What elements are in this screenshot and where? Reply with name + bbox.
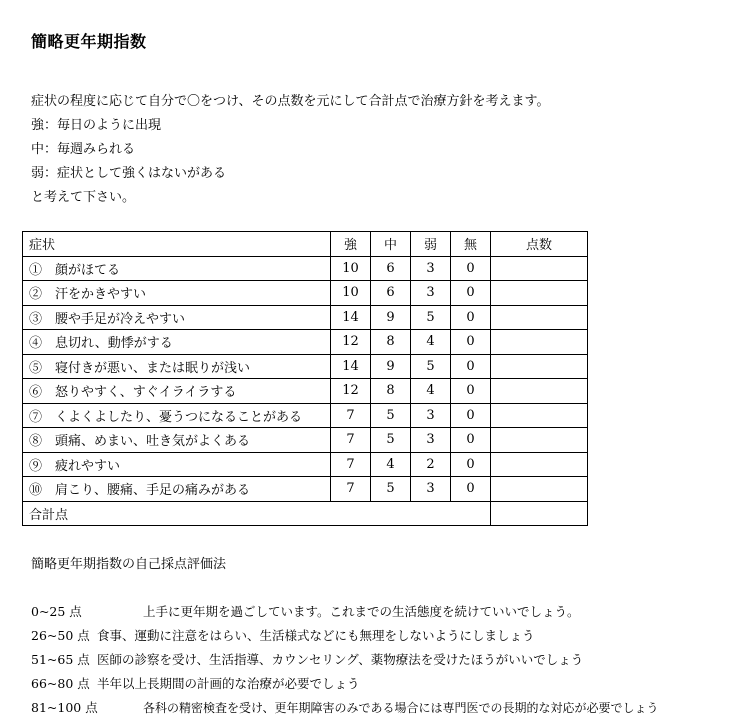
header-none: 無 — [451, 232, 491, 257]
evaluation-range: 81~100 点 — [31, 700, 98, 715]
none-value[interactable]: 0 — [451, 379, 491, 404]
medium-value[interactable]: 9 — [371, 305, 411, 330]
strong-value[interactable]: 7 — [331, 403, 371, 428]
table-row — [23, 354, 588, 379]
table-row — [23, 428, 588, 453]
medium-value[interactable]: 6 — [371, 281, 411, 306]
table-row — [23, 452, 588, 477]
none-value[interactable]: 0 — [451, 256, 491, 281]
table-row — [23, 305, 588, 330]
none-value[interactable]: 0 — [451, 403, 491, 428]
table-row — [23, 477, 588, 502]
symptom-cell: ② 汗をかきやすい — [23, 281, 331, 306]
score-table — [22, 231, 588, 526]
evaluation-title: 簡略更年期指数の自己採点評価法 — [31, 557, 227, 572]
intro-line: 中：毎週みられる — [31, 142, 136, 157]
weak-value[interactable]: 4 — [411, 330, 451, 355]
evaluation-range: 66~80 点 — [31, 676, 90, 691]
medium-value[interactable]: 5 — [371, 477, 411, 502]
weak-value[interactable]: 5 — [411, 354, 451, 379]
medium-value[interactable]: 4 — [371, 452, 411, 477]
none-value[interactable]: 0 — [451, 354, 491, 379]
total-label: 合計点 — [23, 501, 491, 526]
symptom-cell: ⑩ 肩こり、腰痛、手足の痛みがある — [23, 477, 331, 502]
evaluation-range: 0~25 点 — [31, 604, 82, 619]
strong-value[interactable]: 12 — [331, 379, 371, 404]
none-value[interactable]: 0 — [451, 305, 491, 330]
intro-line: 症状の程度に応じて自分で〇をつけ、その点数を元にして合計点で治療方針を考えます。 — [31, 94, 550, 109]
table-header-row — [23, 232, 588, 257]
evaluation-list — [31, 600, 659, 720]
medium-value[interactable]: 8 — [371, 379, 411, 404]
strong-value[interactable]: 14 — [331, 305, 371, 330]
intro-text — [31, 90, 549, 210]
strong-value[interactable]: 7 — [331, 428, 371, 453]
score-cell[interactable] — [491, 354, 588, 379]
symptom-cell: ⑦ くよくよしたり、憂うつになることがある — [23, 403, 331, 428]
table-row — [23, 281, 588, 306]
strong-value[interactable]: 10 — [331, 256, 371, 281]
none-value[interactable]: 0 — [451, 428, 491, 453]
none-value[interactable]: 0 — [451, 281, 491, 306]
evaluation-text: 半年以上長期間の計画的な治療が必要でしょう — [97, 676, 360, 691]
weak-value[interactable]: 4 — [411, 379, 451, 404]
weak-value[interactable]: 5 — [411, 305, 451, 330]
evaluation-item — [31, 648, 584, 672]
total-score-cell[interactable] — [491, 501, 588, 526]
weak-value[interactable]: 3 — [411, 403, 451, 428]
header-symptom: 症状 — [23, 232, 331, 257]
score-cell[interactable] — [491, 477, 588, 502]
evaluation-item — [31, 672, 360, 696]
table-row — [23, 403, 588, 428]
score-cell[interactable] — [491, 452, 588, 477]
medium-value[interactable]: 8 — [371, 330, 411, 355]
weak-value[interactable]: 3 — [411, 281, 451, 306]
evaluation-item — [31, 600, 580, 624]
symptom-cell: ⑤ 寝付きが悪い、または眠りが浅い — [23, 354, 331, 379]
intro-line: 強：毎日のように出現 — [31, 118, 162, 133]
table-row — [23, 256, 588, 281]
evaluation-item — [31, 624, 535, 648]
table-row — [23, 379, 588, 404]
score-cell[interactable] — [491, 428, 588, 453]
header-weak: 弱 — [411, 232, 451, 257]
score-cell[interactable] — [491, 256, 588, 281]
evaluation-text: 医師の診察を受け、生活指導、カウンセリング、薬物療法を受けたほうがいいでしょう — [97, 652, 584, 667]
header-score: 点数 — [491, 232, 588, 257]
evaluation-item — [31, 696, 659, 720]
none-value[interactable]: 0 — [451, 452, 491, 477]
medium-value[interactable]: 6 — [371, 256, 411, 281]
table-row — [23, 330, 588, 355]
symptom-cell: ① 顔がほてる — [23, 256, 331, 281]
weak-value[interactable]: 3 — [411, 256, 451, 281]
header-medium: 中 — [371, 232, 411, 257]
evaluation-range: 26~50 点 — [31, 628, 90, 643]
evaluation-range: 51~65 点 — [31, 652, 90, 667]
symptom-cell: ⑥ 怒りやすく、すぐイライラする — [23, 379, 331, 404]
intro-line: と考えて下さい。 — [31, 190, 136, 205]
score-cell[interactable] — [491, 379, 588, 404]
evaluation-text: 各科の精密検査を受け、更年期障害のみである場合には専門医での長期的な対応が必要でしょう — [143, 701, 659, 715]
evaluation-text: 食事、運動に注意をはらい、生活様式などにも無理をしないようにしましょう — [97, 628, 535, 643]
medium-value[interactable]: 5 — [371, 403, 411, 428]
score-cell[interactable] — [491, 305, 588, 330]
header-strong: 強 — [331, 232, 371, 257]
score-cell[interactable] — [491, 330, 588, 355]
strong-value[interactable]: 12 — [331, 330, 371, 355]
none-value[interactable]: 0 — [451, 477, 491, 502]
symptom-cell: ③ 腰や手足が冷えやすい — [23, 305, 331, 330]
strong-value[interactable]: 10 — [331, 281, 371, 306]
symptom-cell: ⑨ 疲れやすい — [23, 452, 331, 477]
weak-value[interactable]: 3 — [411, 477, 451, 502]
symptom-cell: ⑧ 頭痛、めまい、吐き気がよくある — [23, 428, 331, 453]
none-value[interactable]: 0 — [451, 330, 491, 355]
page-title: 簡略更年期指数 — [31, 32, 147, 51]
strong-value[interactable]: 14 — [331, 354, 371, 379]
score-cell[interactable] — [491, 403, 588, 428]
strong-value[interactable]: 7 — [331, 477, 371, 502]
intro-line: 弱：症状として強くはないがある — [31, 166, 227, 181]
score-cell[interactable] — [491, 281, 588, 306]
symptom-cell: ④ 息切れ、動悸がする — [23, 330, 331, 355]
strong-value[interactable]: 7 — [331, 452, 371, 477]
weak-value[interactable]: 2 — [411, 452, 451, 477]
weak-value[interactable]: 3 — [411, 428, 451, 453]
total-row — [23, 501, 588, 526]
medium-value[interactable]: 9 — [371, 354, 411, 379]
evaluation-text: 上手に更年期を過ごしています。これまでの生活態度を続けていいでしょう。 — [143, 604, 580, 619]
medium-value[interactable]: 5 — [371, 428, 411, 453]
